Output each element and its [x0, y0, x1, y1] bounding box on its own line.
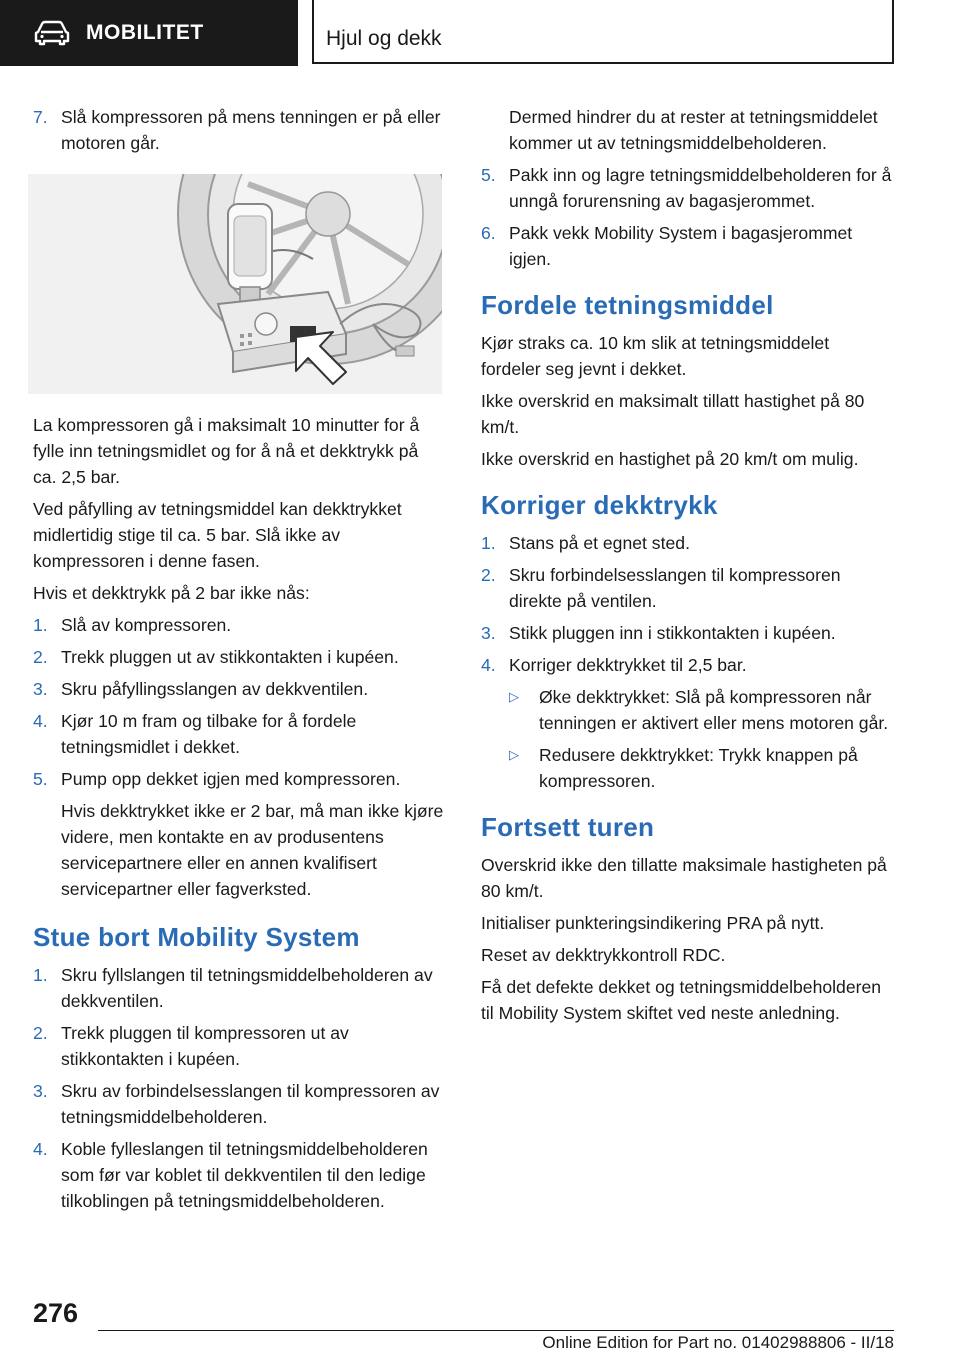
step-number: 3. [33, 679, 48, 699]
footer-edition: Online Edition for Part no. 01402988806 - II/18 [542, 1333, 894, 1352]
step-text: Pakk vekk Mobility System i bagasjerommet igjen. [509, 223, 853, 269]
compressor-drawing [28, 174, 442, 394]
paragraph: Overskrid ikke den tillatte maksimale hastigheten på 80 km/t. [481, 855, 887, 901]
step-number: 4. [33, 1139, 48, 1159]
step-text: Koble fylleslangen til tetningsmiddelbeholderen som før var koblet til dekkventilen til den ledige tilkoblingen på tetningsmiddelbeholderen. [61, 1139, 428, 1211]
paragraph: La kompressoren gå i maksimalt 10 minutter for å fylle inn tetningsmidlet og for å nå et dekktrykk på ca. 2,5 bar. [33, 415, 420, 487]
step-text: Kjør 10 m fram og tilbake for å fordele tetningsmidlet i dekket. [61, 711, 357, 757]
section-label: MOBILITET [86, 21, 204, 44]
list-item [33, 1078, 445, 1130]
triangle-bullet-icon: ▷ [509, 689, 519, 704]
step-number: 1. [481, 533, 496, 553]
step-number: 2. [33, 1023, 48, 1043]
bullet-text: Redusere dekktrykket: Trykk knappen på kompressoren. [539, 745, 858, 791]
list-item [481, 220, 893, 272]
paragraph: Ikke overskrid en maksimalt tillatt hastighet på 80 km/t. [481, 391, 865, 437]
paragraph: Kjør straks ca. 10 km slik at tetningsmiddelet fordeler seg jevnt i dekket. [481, 333, 830, 379]
list-item [33, 1020, 445, 1072]
step-text: Pakk inn og lagre tetningsmiddelbeholderen for å unngå forurensning av bagasjerommet. [509, 165, 892, 211]
step-number: 6. [481, 223, 496, 243]
page-number: 276 [33, 1298, 79, 1328]
list-item [33, 644, 445, 670]
step-number: 2. [33, 647, 48, 667]
step-text: Skru fyllslangen til tetningsmiddelbeholderen av dekkventilen. [61, 965, 433, 1011]
bullet-item [481, 684, 893, 736]
step-number: 3. [33, 1081, 48, 1101]
list-item [33, 962, 445, 1014]
list-item [33, 676, 445, 702]
list-item [481, 530, 893, 556]
section-heading: Fordele tetningsmiddel [481, 290, 774, 320]
step-number: 1. [33, 965, 48, 985]
right-column [481, 104, 893, 1032]
chapter-label: Hjul og dekk [326, 27, 442, 50]
triangle-bullet-icon: ▷ [509, 747, 519, 762]
list-item [481, 562, 893, 614]
list-item [33, 708, 445, 760]
step-text: Trekk pluggen til kompressoren ut av stikkontakten i kupéen. [61, 1023, 349, 1069]
step-text: Stikk pluggen inn i stikkontakten i kupéen. [509, 623, 836, 643]
bullet-item [481, 742, 893, 794]
section-heading: Korriger dekktrykk [481, 490, 718, 520]
step-number: 7. [33, 107, 48, 127]
paragraph: Få det defekte dekket og tetningsmiddelbeholderen til Mobility System skiftet ved neste anledning. [481, 977, 882, 1023]
list-item [481, 652, 893, 678]
step-text: Slå kompressoren på mens tenningen er på eller motoren går. [61, 107, 441, 153]
step-text: Trekk pluggen ut av stikkontakten i kupéen. [61, 647, 399, 667]
step-text: Korriger dekktrykket til 2,5 bar. [509, 655, 747, 675]
section-heading: Stue bort Mobility System [33, 922, 360, 952]
step-number: 4. [481, 655, 496, 675]
step-number: 1. [33, 615, 48, 635]
steps-list-a [33, 612, 445, 792]
page-header [0, 0, 960, 66]
steps-list-d [481, 530, 893, 678]
footer-divider [98, 1330, 894, 1331]
step-continuation: Dermed hindrer du at rester at tetningsmiddelet kommer ut av tetningsmiddelbeholderen. [509, 107, 878, 153]
step-text: Skru av forbindelsesslangen til kompressoren av tetningsmiddelbeholderen. [61, 1081, 440, 1127]
list-item [481, 162, 893, 214]
car-icon [34, 20, 70, 46]
bullet-text: Øke dekktrykket: Slå på kompressoren når tenningen er aktivert eller mens motoren går. [539, 687, 889, 733]
step-note: Hvis dekktrykket ikke er 2 bar, må man ikke kjøre videre, men kontakte en av produsentens servicepartnere eller en annen kvalifisert servicepartner eller fagverksted. [61, 801, 444, 899]
step-number: 2. [481, 565, 496, 585]
step-text: Skru forbindelsesslangen til kompressoren direkte på ventilen. [509, 565, 841, 611]
step-text: Slå av kompressoren. [61, 615, 232, 635]
list-item [33, 1136, 445, 1214]
paragraph: Initialiser punkteringsindikering PRA på nytt. [481, 913, 825, 933]
step-number: 4. [33, 711, 48, 731]
compressor-illustration [28, 174, 442, 394]
paragraph: Ved påfylling av tetningsmiddel kan dekktrykket midlertidig stige til ca. 5 bar. Slå ikke av kompressoren i denne fasen. [33, 499, 402, 571]
steps-list-c [481, 162, 893, 272]
section-heading: Fortsett turen [481, 812, 655, 842]
step-text: Pump opp dekket igjen med kompressoren. [61, 769, 401, 789]
section-tab [0, 0, 298, 66]
paragraph: Reset av dekktrykkontroll RDC. [481, 945, 726, 965]
list-item [33, 612, 445, 638]
list-item [33, 104, 445, 156]
step-text: Skru påfyllingsslangen av dekkventilen. [61, 679, 369, 699]
steps-list-b [33, 962, 445, 1214]
paragraph: Hvis et dekktrykk på 2 bar ikke nås: [33, 583, 310, 603]
left-column [33, 104, 445, 1220]
step-number: 3. [481, 623, 496, 643]
step-number: 5. [481, 165, 496, 185]
step-number: 5. [33, 769, 48, 789]
step-text: Stans på et egnet sted. [509, 533, 690, 553]
paragraph: Ikke overskrid en hastighet på 20 km/t om mulig. [481, 449, 859, 469]
list-item [481, 620, 893, 646]
list-item [33, 766, 445, 792]
chapter-tab [312, 0, 894, 64]
